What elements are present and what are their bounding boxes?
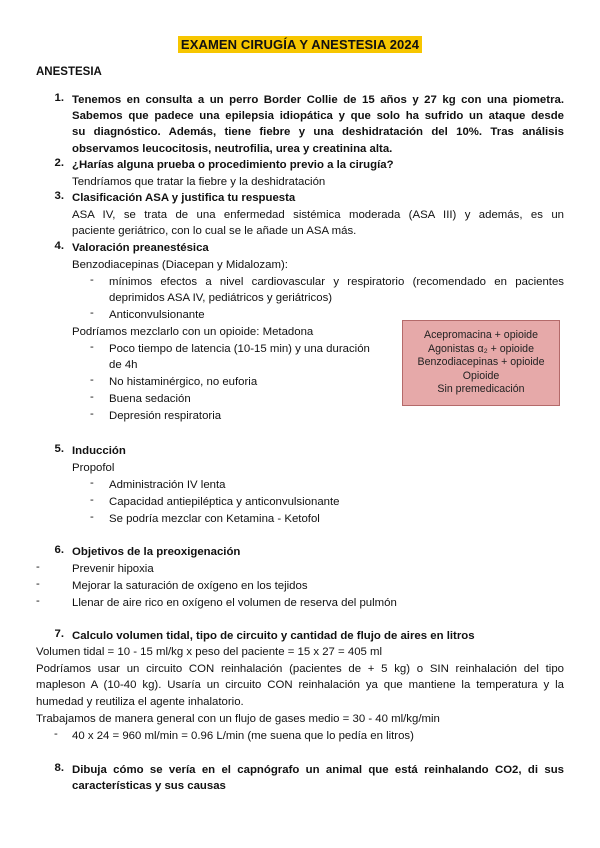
circuit-paragraph-line: humedad y reutiliza el agente inhalatorio. bbox=[36, 695, 244, 708]
circuit-paragraph-line: mapleson A (10-40 kg). Usaría un circuito CON reinhalación ya que mantiene la temperatura y la bbox=[36, 679, 564, 692]
preoxygenation-item: Prevenir hipoxia bbox=[72, 563, 154, 575]
induction-item: Se podría mezclar con Ketamina - Ketofol bbox=[109, 513, 320, 525]
question-7-text: Calculo volumen tidal, tipo de circuito y cantidad de flujo de aires en litros bbox=[72, 630, 475, 642]
premedication-option: Sin premedicación bbox=[437, 383, 525, 396]
premedication-option: Opioide bbox=[462, 369, 500, 382]
gas-flow-line: Trabajamos de manera general con un flujo de gases medio = 30 - 40 ml/kg/min bbox=[36, 713, 440, 725]
question-4-number: 4. bbox=[54, 240, 64, 252]
bullet-dash: - bbox=[90, 374, 94, 386]
question-3-number: 3. bbox=[54, 190, 64, 202]
question-5-number: 5. bbox=[54, 443, 64, 455]
question-1-line: observamos leucocitosis, neutrofilia, urea y creatinina alta. bbox=[72, 142, 393, 155]
question-5-text: Inducción bbox=[72, 445, 126, 457]
question-2-text: ¿Harías alguna prueba o procedimiento previo a la cirugía? bbox=[72, 159, 394, 171]
benzodiazepine-item bbox=[109, 274, 564, 307]
answer-3-text bbox=[72, 207, 564, 240]
preoxygenation-item: Llenar de aire rico en oxígeno el volumen de reserva del pulmón bbox=[72, 597, 397, 609]
opioid-item: Buena sedación bbox=[109, 393, 191, 405]
bullet-dash: - bbox=[90, 511, 94, 523]
bullet-dash: - bbox=[36, 578, 40, 590]
premedication-option: Acepromacina + opioide bbox=[424, 329, 538, 342]
premedication-option: Agonistas α₂ + opioide bbox=[428, 342, 534, 355]
benzodiazepine-item-line: deprimidos ASA IV, pediátricos y geriátricos) bbox=[109, 292, 333, 305]
bullet-dash: - bbox=[90, 307, 94, 319]
question-6-text: Objetivos de la preoxigenación bbox=[72, 546, 241, 558]
bullet-dash: - bbox=[90, 391, 94, 403]
bullet-dash: - bbox=[54, 728, 58, 740]
question-1-line: Tenemos en consulta a un perro Border Collie de 15 años y 27 kg con una piometra. bbox=[72, 94, 564, 106]
bullet-dash: - bbox=[36, 595, 40, 607]
opioid-item-line: Poco tiempo de latencia (10-15 min) y una duración bbox=[109, 343, 370, 355]
question-1-text bbox=[72, 92, 564, 157]
benzodiazepine-heading: Benzodiacepinas (Diacepan y Midalozam): bbox=[72, 259, 288, 271]
section-heading: ANESTESIA bbox=[36, 66, 102, 78]
preoxygenation-item: Mejorar la saturación de oxígeno en los tejidos bbox=[72, 580, 308, 592]
benzodiazepine-item-line: mínimos efectos a nivel cardiovascular y respiratorio (recomendado en pacientes bbox=[109, 276, 564, 288]
answer-3-line: paciente geriátrico, con lo cual se le añade un ASA más. bbox=[72, 225, 357, 238]
bullet-dash: - bbox=[90, 274, 94, 286]
answer-2-text: Tendríamos que tratar la fiebre y la deshidratación bbox=[72, 176, 326, 188]
question-3-text: Clasificación ASA y justifica tu respuesta bbox=[72, 192, 296, 204]
bullet-dash: - bbox=[90, 408, 94, 420]
opioid-heading: Podríamos mezclarlo con un opioide: Metadona bbox=[72, 326, 314, 338]
circuit-paragraph bbox=[36, 661, 564, 710]
question-1-line: Sabemos que padece una epilepsia idiopática y que solo ha sufrido un ataque desde bbox=[72, 110, 564, 123]
bullet-dash: - bbox=[36, 561, 40, 573]
bullet-dash: - bbox=[90, 341, 94, 353]
tidal-volume-line: Volumen tidal = 10 - 15 ml/kg x peso del paciente = 15 x 27 = 405 ml bbox=[36, 646, 383, 658]
induction-drug: Propofol bbox=[72, 462, 115, 474]
question-2-number: 2. bbox=[54, 157, 64, 169]
question-8-line: Dibuja cómo se vería en el capnógrafo un animal que está reinhalando CO2, di sus bbox=[72, 764, 564, 776]
question-8-number: 8. bbox=[54, 762, 64, 774]
question-8-line: características y sus causas bbox=[72, 780, 226, 793]
question-8-text bbox=[72, 762, 564, 794]
circuit-paragraph-line: Podríamos usar un circuito CON reinhalación (pacientes de + 5 kg) o SIN reinhalación del tipo bbox=[36, 663, 564, 675]
induction-item: Capacidad antiepiléptica y anticonvulsionante bbox=[109, 496, 340, 508]
opioid-item-line: de 4h bbox=[109, 359, 138, 372]
flow-calculation: 40 x 24 = 960 ml/min = 0.96 L/min (me suena que lo pedía en litros) bbox=[72, 730, 414, 742]
question-1-number: 1. bbox=[54, 92, 64, 104]
premedication-options-box bbox=[402, 320, 560, 406]
opioid-item: No histaminérgico, no euforia bbox=[109, 376, 258, 388]
bullet-dash: - bbox=[90, 477, 94, 489]
question-6-number: 6. bbox=[54, 544, 64, 556]
opioid-item bbox=[109, 341, 370, 374]
opioid-item: Depresión respiratoria bbox=[109, 410, 222, 422]
question-7-number: 7. bbox=[54, 628, 64, 640]
document-title: EXAMEN CIRUGÍA Y ANESTESIA 2024 bbox=[178, 36, 422, 53]
question-4-text: Valoración preanestésica bbox=[72, 242, 209, 254]
bullet-dash: - bbox=[90, 494, 94, 506]
question-1-line: su diagnóstico. Además, tiene fiebre y una deshidratación del 10%. Tras análisis bbox=[72, 126, 564, 139]
induction-item: Administración IV lenta bbox=[109, 479, 226, 491]
answer-3-line: ASA IV, se trata de una enfermedad sistémica moderada (ASA III) y además, es un bbox=[72, 209, 564, 221]
benzodiazepine-item: Anticonvulsionante bbox=[109, 309, 205, 321]
premedication-option: Benzodiacepinas + opioide bbox=[417, 356, 545, 369]
